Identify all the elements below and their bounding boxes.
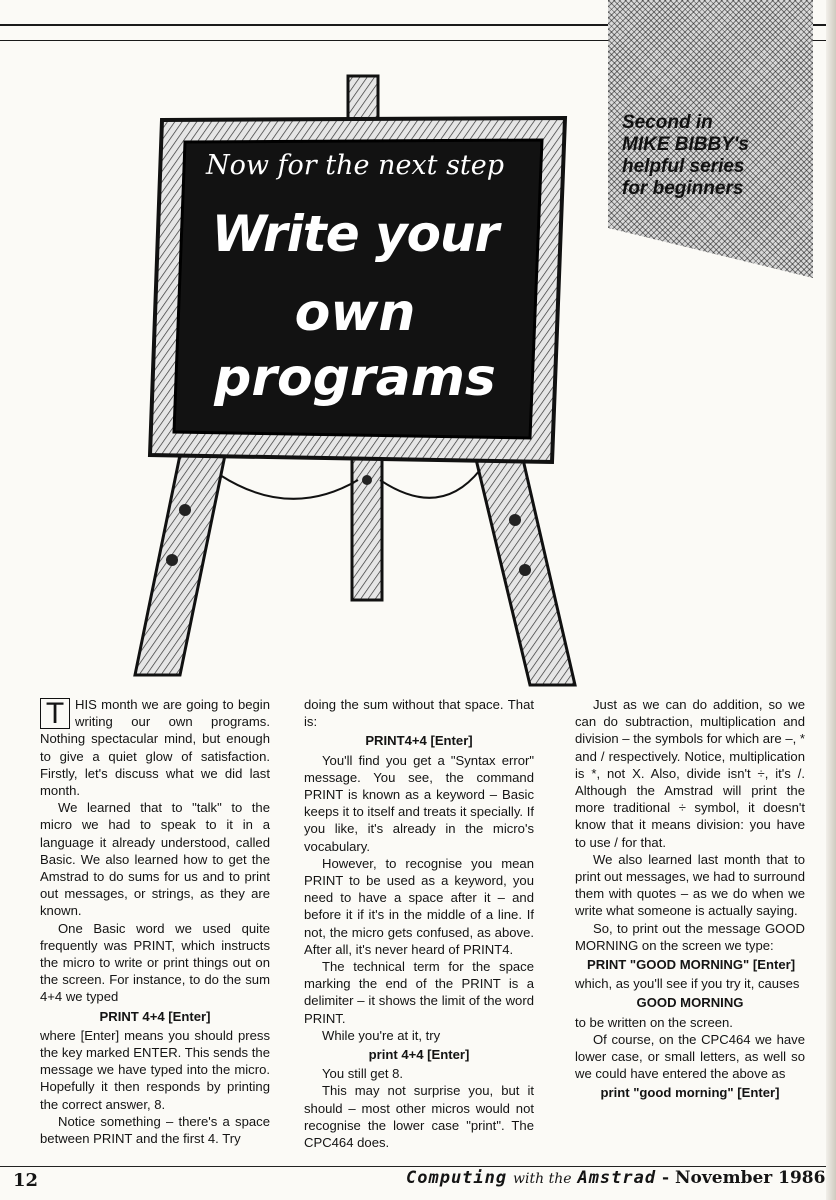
paragraph: We learned that to "talk" to the micro we had to speak to it in a language it already understood, called Basic. We also learned how to get the Amstrad to do sums for us and to print out messages, or strings, as they are known. [40,800,270,919]
paragraph: The technical term for the space marking the end of the PRINT is a delimiter – it shows the limit of the word PRINT. [304,959,534,1026]
paragraph: Just as we can do addition, so we can do subtraction, multiplication and division – the symbols for which are –, * and / respectively. Notice, multiplication is *, not X. Also, divide isn't ÷, it's /. Although the Amstrad will print the more traditional ÷ symbol, it doesn't know that it means division: you have to use / for that. [575,697,805,850]
code-line: PRINT "GOOD MORNING" [Enter] [587,957,796,973]
banner-line-1: Second in [622,112,713,133]
board-title-line-1: Write your [211,205,499,263]
drop-cap: T [40,698,70,729]
paragraph: Notice something – there's a space between PRINT and the first 4. Try [40,1113,270,1147]
board-title-line-2: own [294,283,416,343]
paragraph: One Basic word we used quite frequently was PRINT, which instructs the micro to write or print things out on the screen. For instance, to do the sum 4+4 we typed [40,920,270,1005]
code-line: print "good morning" [Enter] [600,1085,780,1101]
article-column-3 [575,696,805,1104]
page-number: 12 [13,1170,39,1191]
top-rule-1 [0,24,608,26]
paragraph: This may not surprise you, but it should – most other micros would not recognise the lower case "print". The CPC464 does. [304,1083,534,1151]
code-line: PRINT 4+4 [Enter] [99,1008,211,1024]
paragraph: However, to recognise you mean PRINT to be used as a keyword, you need to have a space after it – and before it if it's in the middle of a line. If not, the micro gets confused, as above. After all, it's never heard of PRINT4. [304,855,534,957]
footer-rule [0,1166,826,1167]
paragraph: You still get 8. [322,1066,404,1082]
magazine-footer [406,1168,826,1188]
article-column-1 [40,696,270,1147]
paragraph: doing the sum without that space. That is: [304,697,534,730]
paragraph: where [Enter] means you should press the key marked ENTER. This sends the message we have typed into the micro. Hopefully it then responds by printing the correct answer, 8. [40,1027,270,1112]
magazine-name-part-1: Computing [406,1168,508,1188]
paragraph: You'll find you get a "Syntax error" message. You see, the command PRINT is known as a keyword – Basic keeps it to itself and treats it specially. If you like, it's already in the micro's vocabulary. [304,752,534,854]
code-line: print 4+4 [Enter] [368,1047,470,1063]
paragraph: Of course, on the CPC464 we have lower case, or small letters, as well so we could have entered the above as [575,1031,805,1082]
paragraph: So, to print out the message GOOD MORNING on the screen we type: [575,920,805,953]
code-output: GOOD MORNING [636,995,744,1011]
magazine-name-part-2: Amstrad [577,1168,657,1188]
code-line: PRINT4+4 [Enter] [365,733,473,749]
banner-line-3: helpful series [622,156,745,177]
page-edge-shadow [826,0,836,1200]
paragraph: to be written on the screen. [575,1014,733,1030]
paragraph: which, as you'll see if you try it, causes [575,976,800,992]
paragraph: While you're at it, try [322,1027,441,1043]
series-banner-text [622,112,807,200]
paragraph [40,696,270,799]
banner-line-4: for beginners [622,178,744,199]
top-rule-2 [0,40,608,41]
magazine-name-connector: with the [513,1171,572,1187]
board-title-line-3: programs [214,348,496,408]
paragraph: We also learned last month that to print out messages, we had to surround them with quotes – as we do when we write what someone is actually saying. [575,851,805,919]
banner-line-2: MIKE BIBBY's [622,134,749,155]
issue-date: - November 1986 [662,1168,826,1188]
article-column-2 [304,696,534,1151]
board-heading-small: Now for the next step [205,150,505,181]
paragraph-text: HIS month we are going to begin writing our own programs. Nothing spectacular mind, but enough to give a quiet glow of satisfaction. Firstly, let's discuss what we did last month. [40,697,270,799]
